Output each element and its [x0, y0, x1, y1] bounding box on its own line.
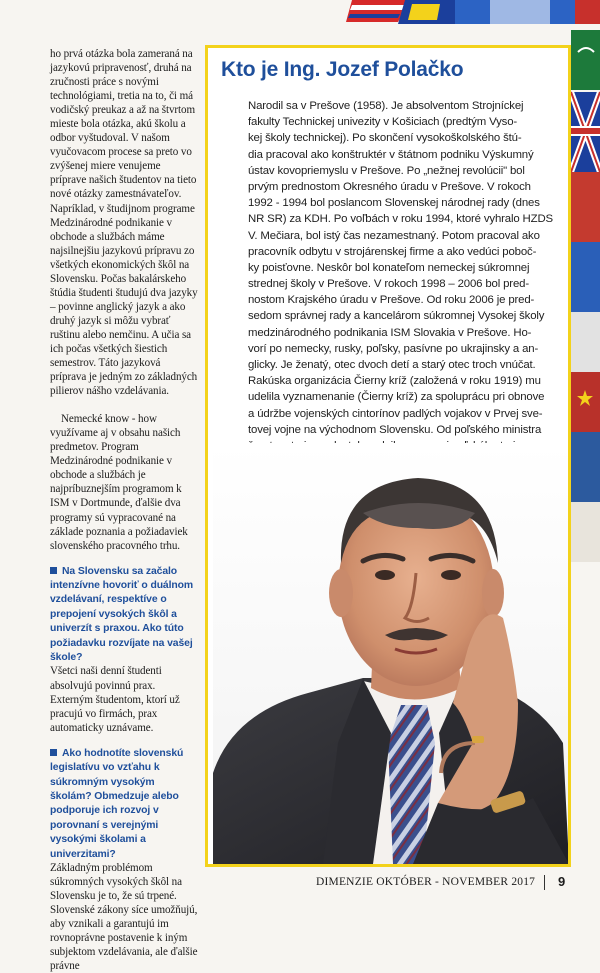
page-footer: [0, 873, 600, 893]
bio-line: V. Mečiara, bol istý čas nezamestnaný. Potom pracoval ako: [248, 229, 540, 242]
bio-line: ústav kovopriemyslu v Prešove. Po „nežnej revolúcii" bol: [248, 164, 525, 177]
footer-divider: [544, 875, 545, 890]
bio-line: ky poisťovne. Neskôr bol konateľom nemeckej súkromnej: [248, 261, 530, 274]
footer-magazine-issue: DIMENZIE OKTÓBER - NOVEMBER 2017: [316, 876, 536, 888]
bio-line: Rakúska organizácia Čierny kríž (založená v roku 1919) mu: [248, 375, 541, 388]
bio-line: tovej vojne na východnom Slovensku. Od poľského ministra: [248, 423, 542, 436]
question-bullet-icon: [50, 749, 57, 756]
answer-1: Všetci naši denní študenti absolvujú povinnú prax. Externým študentom, ktorí už pracujú vo firmách, prax automaticky uznávame.: [50, 665, 180, 734]
bio-line: kej školy technickej). Po skončení vysokoškolského štú-: [248, 132, 522, 145]
left-column: [50, 47, 198, 973]
flag-top-right: [455, 0, 600, 24]
bio-line: strednej školy v Prešove. V rokoch 1998 – 2006 bol pred-: [248, 278, 529, 291]
bio-line: fakulty Technickej univezity v Košiciach (predtým Vyso-: [248, 116, 518, 129]
portrait-photo: [213, 443, 569, 864]
flag-edge-uk: [571, 92, 600, 172]
bio-line: pracovník odbytu v strojárenskej firme a ako vedúci poboč-: [248, 245, 537, 258]
answer-2: Základným problémom súkromných vysokých škôl na Slovensku je to, že sú trpené. Slovenské zákony síce umožňujú, aby vznikali a garantujú im rovnoprávne postavenie k iným subjektom vzdelávania, ale ďalšie právne: [50, 861, 198, 973]
bio-line: a údržbe vojenských cintorínov padlých vojakov v Prvej sve-: [248, 407, 543, 420]
bio-line: 1992 - 1994 bol poslancom Slovenskej národnej rady (dnes: [248, 197, 540, 210]
bio-line: medzinárodného podnikania ISM Slovakia v Prešove. Ho-: [248, 326, 532, 339]
flag-top-left: [346, 0, 410, 22]
left-paragraph-1: ho prvá otázka bola zameraná na jazykovú pripravenosť, druhá na zručnosti práce s novými technológiami, tretia na to, či má vodičský preukaz a až na štvrtom mieste bola otázka, akú školu a odbor vyštudoval. V našom vyučovacom procese sa preto vo zvýšenej miere venujeme príprave našich študentov na tieto nové otázky zamestnávateľov. Napríklad, v študijnom programe Medzinárodné podnikanie v obchode a službách máme najsilnejšiu jazykovú prípravu zo všetkých ekonomických škôl na Slovensku. Počas bakalárskeho štúdia študenti študujú dva jazyky – povinne anglický jazyk a ako druhý jazyk si môžu vybrať ruštinu alebo nemčinu. A učia sa ich počas všetkých šiestich semestrov. Táto jazyková príprava je jedným zo základných pilierov nášho vzdelávania.: [50, 48, 198, 398]
flag-edge-green: [571, 30, 600, 90]
question-1: [50, 564, 198, 665]
bio-line: sedom správnej rady a kancelárom súkromnej Vysokej školy: [248, 310, 545, 323]
bio-box-title: Kto je Ing. Jozef Polačko: [221, 58, 464, 81]
bio-line: Narodil sa v Prešove (1958). Je absolventom Strojníckej: [248, 100, 524, 112]
question-2: [50, 746, 198, 861]
bio-line: vorí po nemecky, rusky, poľsky, pasívne po ukrajinsky a an-: [248, 342, 539, 355]
question-bullet-icon: [50, 567, 57, 574]
bio-line: nostom Krajského úradu v Prešove. Od roku 2006 je pred-: [248, 294, 535, 307]
bio-line: glicky. Je ženatý, otec dvoch detí a starý otec troch vnúčat.: [248, 359, 536, 371]
bio-box: [205, 45, 571, 867]
bio-line: udelila vyznamenanie (Čierny kríž) za spoluprácu pri obnove: [248, 391, 545, 404]
page-number: 9: [558, 874, 566, 889]
flag-edge-red: [571, 172, 600, 562]
question-1-text: Na Slovensku sa začalo intenzívne hovoriť o duálnom vzdelávaní, respektíve o prepojení vysokých škôl a univerzít s praxou. Ako túto požiadavku rozvíjate na vašej škole?: [50, 565, 194, 664]
bio-line: dia pracoval ako konštruktér v štátnom podniku Výskumný: [248, 148, 534, 161]
flag-top-middle: [398, 0, 460, 24]
left-paragraph-2: Nemecké know - how využívame aj v obsahu našich predmetov. Program Medzinárodné podnikanie v obchode a službách je najpríbuznejším programom k ISM v Dortmunde, ďalšie dva programy sú vypracované na základe poznania a požiadaviek slovenského pracovného trhu.: [50, 413, 188, 552]
bio-line: NR SR) za KDH. Po voľbách v roku 1994, ktoré vyhralo HZDS: [248, 213, 553, 226]
question-2-text: Ako hodnotíte slovenskú legislatívu vo vzťahu k súkromným vysokým školám? Obmedzuje alebo podporuje ich rozvoj v porovnaní s verejnými vysokými školami a univerzitami?: [50, 747, 184, 860]
bio-line: prvým prednostom Okresného úradu v Prešove. V rokoch: [248, 180, 531, 193]
